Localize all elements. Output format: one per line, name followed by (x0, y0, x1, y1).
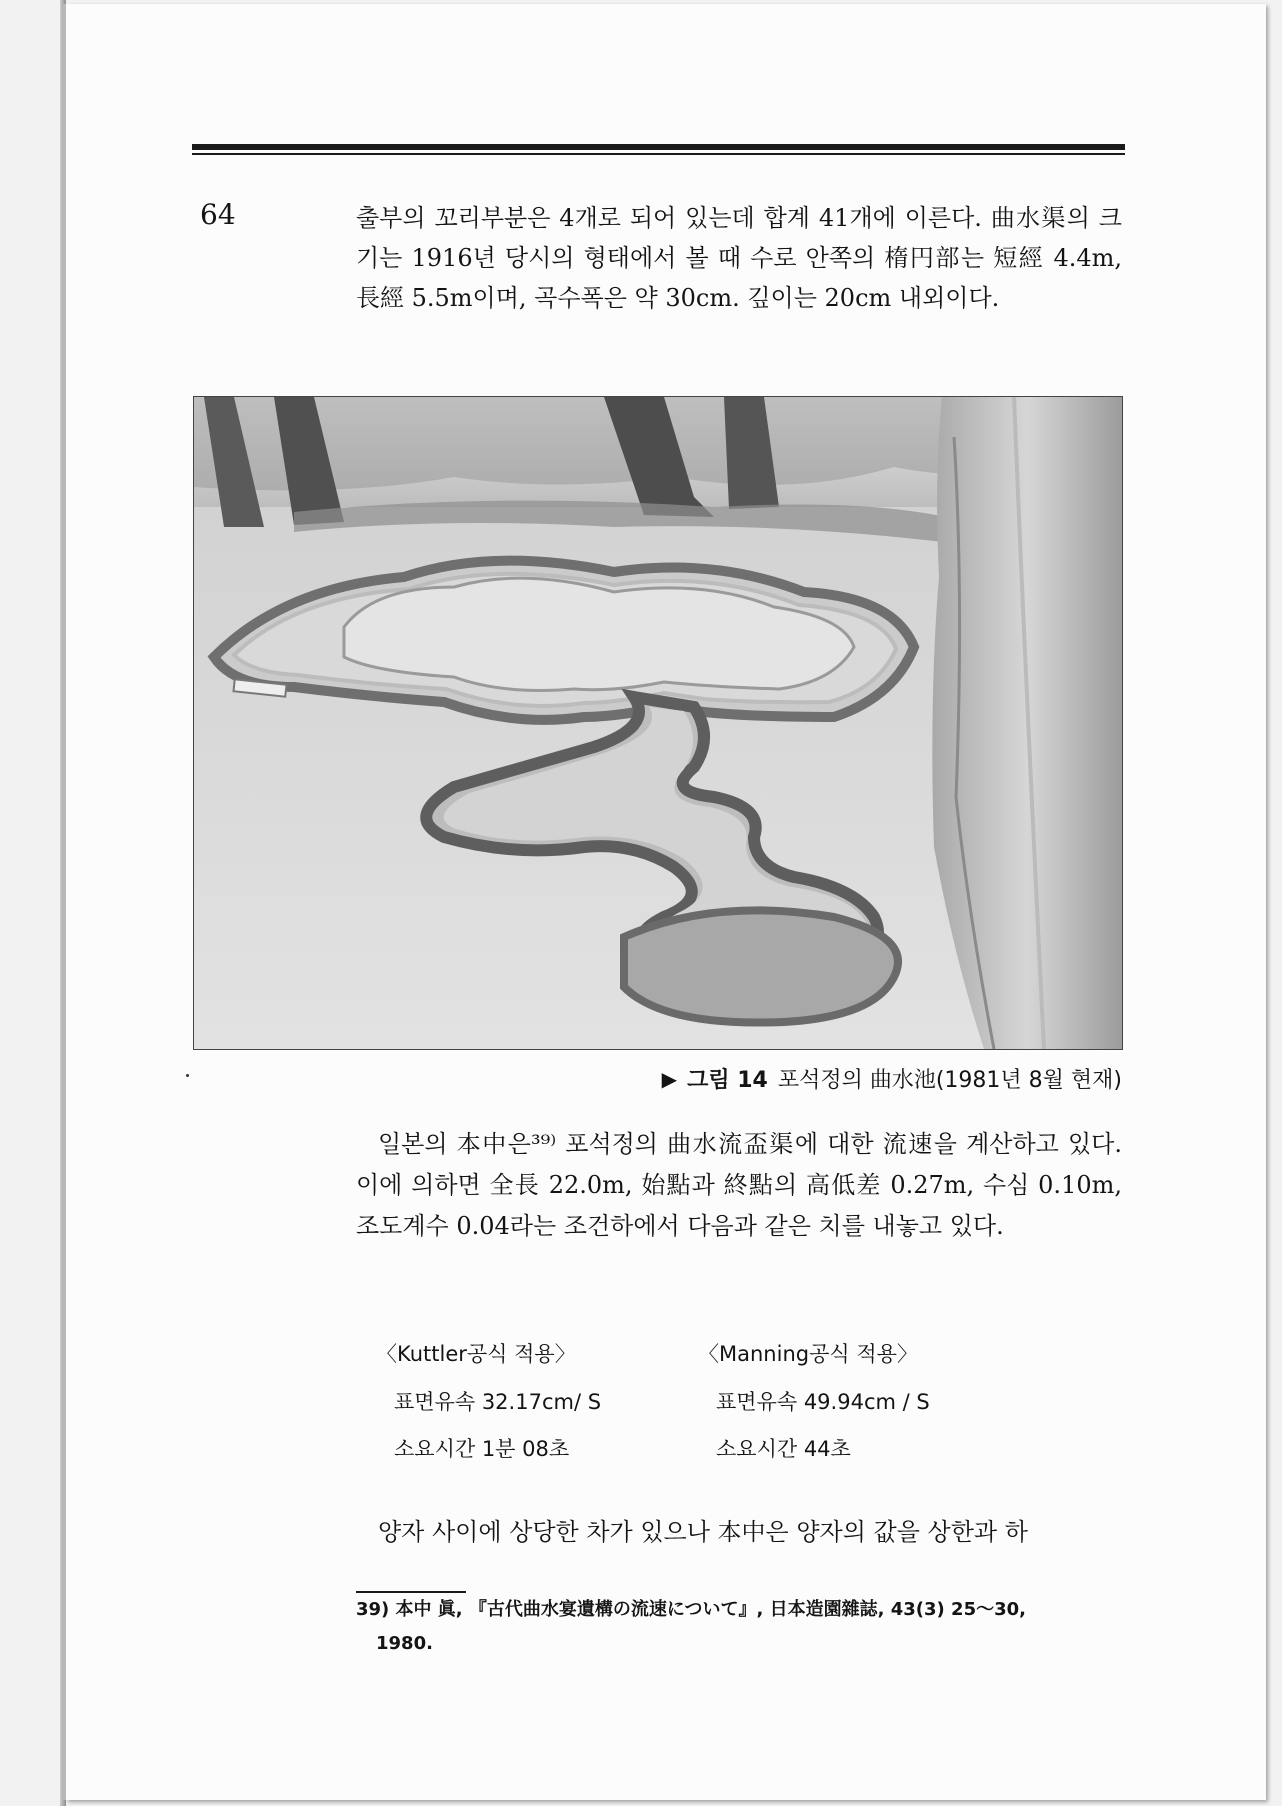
caption-label: 그림 14 (687, 1068, 768, 1093)
header-rule-thin (192, 153, 1125, 155)
manning-time: 소요시간 44초 (716, 1437, 851, 1461)
caption-marker: ▶ (661, 1066, 678, 1091)
paragraph-3: 양자 사이에 상당한 차가 있으나 本中은 양자의 값을 상한과 하 (378, 1518, 1028, 1546)
kuttler-velocity: 표면유속 32.17cm/ S (394, 1390, 602, 1414)
figure-photo (193, 396, 1123, 1050)
figure-caption (662, 1063, 1122, 1094)
stray-mark (186, 1074, 189, 1077)
footnote (356, 1593, 1116, 1661)
footnote-line-2: 1980. (376, 1633, 433, 1654)
paragraph-2: 일본의 本中은³⁹⁾ 포석정의 曲水流盃渠에 대한 流速을 계산하고 있다. 이에 의하면 全長 22.0m, 始點과 終點의 高低差 0.27m, 수심 0.10m, 조도계수 0.04라는 조건하에서 다음과 같은 치를 내놓고 있다. (356, 1130, 1122, 1240)
manning-formula-block (698, 1338, 930, 1480)
manning-velocity: 표면유속 49.94cm / S (716, 1390, 930, 1414)
caption-text: 포석정의 曲水池(1981년 8월 현재) (777, 1068, 1122, 1093)
kuttler-title: 〈Kuttler공식 적용〉 (376, 1342, 576, 1366)
page-number: 64 (200, 198, 236, 231)
footnote-line-1: 39) 本中 眞, 『古代曲水宴遺構の流速について』, 日本造園雜誌, 43(3) 25〜30, (356, 1599, 1026, 1620)
kuttler-time: 소요시간 1분 08초 (394, 1437, 570, 1461)
header-rule-thick (192, 144, 1125, 150)
kuttler-formula-block (376, 1338, 601, 1480)
manning-title: 〈Manning공식 적용〉 (698, 1342, 918, 1366)
paragraph-1: 출부의 꼬리부분은 4개로 되어 있는데 합계 41개에 이른다. 曲水渠의 크기는 1916년 당시의 형태에서 볼 때 수로 안쪽의 楕円部는 短經 4.4m, 長經 5.5m이며, 곡수폭은 약 30cm. 깊이는 20cm 내외이다. (356, 204, 1122, 312)
